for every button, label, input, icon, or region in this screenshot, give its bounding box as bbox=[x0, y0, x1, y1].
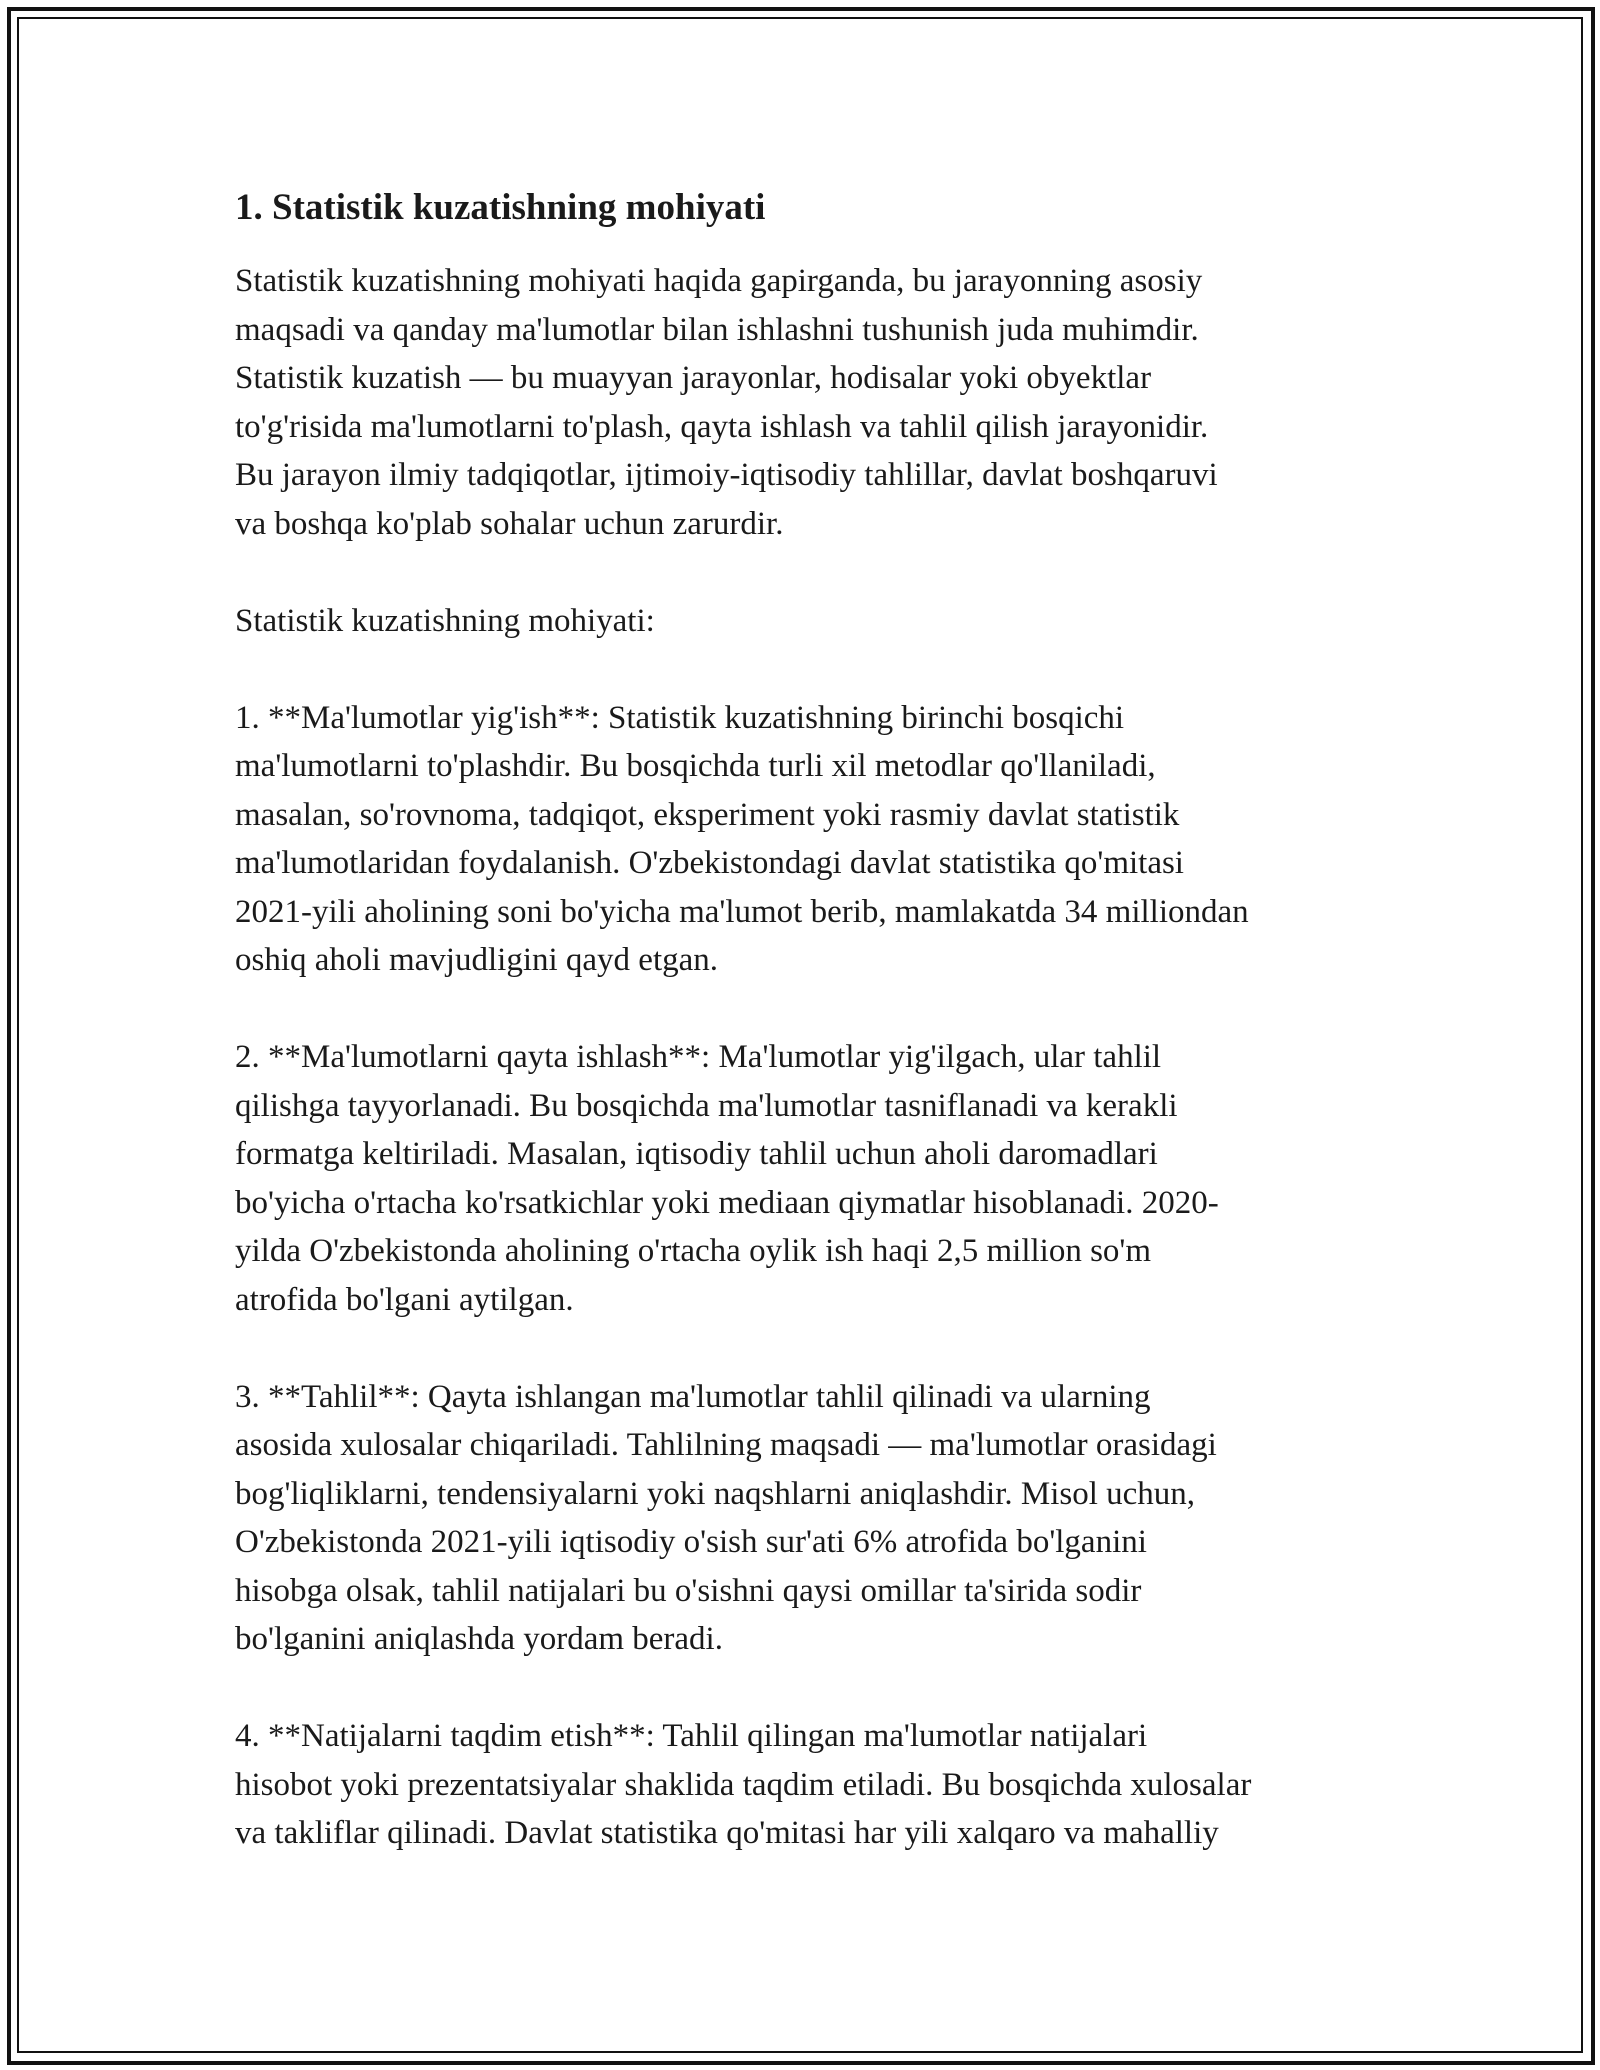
list-item-analysis: 3. **Tahlil**: Qayta ishlangan ma'lumotlar tahlil qilinadi va ularning asosida xulosalar chiqariladi. Tahlilning maqsadi — ma'lumotlar orasidagi bog'liqliklarni, tendensiyalarni yoki naqshlarni aniqlashdir. Misol uchun, O'zbekistonda 2021-yili iqtisodiy o'sish sur'ati 6% atrofida bo'lganini hisobga olsak, tahlil natijalari bu o'sishni qaysi omillar ta'sirida sodir bo'lganini aniqlashda yordam beradi. bbox=[235, 1378, 1217, 1657]
list-intro-paragraph: Statistik kuzatishning mohiyati: bbox=[235, 602, 655, 639]
list-item-data-collection: 1. **Ma'lumotlar yig'ish**: Statistik kuzatishning birinchi bosqichi ma'lumotlarni to'plashdir. Bu bosqichda turli xil metodlar qo'llaniladi, masalan, so'rovnoma, tadqiqot, eksperiment yoki rasmiy davlat statistik ma'lumotlaridan foydalanish. O'zbekistondagi davlat statistika qo'mitasi 2021-yili aholining soni bo'yicha ma'lumot berib, mamlakatda 34 milliondan oshiq aholi mavjudligini qayd etgan. bbox=[235, 699, 1249, 978]
list-item-data-processing: 2. **Ma'lumotlarni qayta ishlash**: Ma'lumotlar yig'ilgach, ular tahlil qilishga tayyorlanadi. Bu bosqichda ma'lumotlar tasniflanadi va kerakli formatga keltiriladi. Masalan, iqtisodiy tahlil uchun aholi daromadlari bo'yicha o'rtacha ko'rsatkichlar yoki mediaan qiymatlar hisoblanadi. 2020- yilda O'zbekistonda aholining o'rtacha oylik ish haqi 2,5 million so'm atrofida bo'lgani aytilgan. bbox=[235, 1039, 1219, 1318]
section-heading: 1. Statistik kuzatishning mohiyati bbox=[235, 187, 766, 228]
list-item-presentation: 4. **Natijalarni taqdim etish**: Tahlil qilingan ma'lumotlar natijalari hisobot yoki prezentatsiyalar shaklida taqdim etiladi. Bu bosqichda xulosalar va takliflar qilinadi. Davlat statistika qo'mitasi har yili xalqaro va mahalliy bbox=[235, 1718, 1252, 1851]
intro-paragraph: Statistik kuzatishning mohiyati haqida gapirganda, bu jarayonning asosiy maqsadi va qanday ma'lumotlar bilan ishlashni tushunish juda muhimdir. Statistik kuzatish — bu muayyan jarayonlar, hodisalar yoki obyektlar to'g'risida ma'lumotlarni to'plash, qayta ishlash va tahlil qilish jarayonidir. Bu jarayon ilmiy tadqiqotlar, ijtimoiy-iqtisodiy tahlillar, davlat boshqaruvi va boshqa ko'plab sohalar uchun zarurdir. bbox=[235, 263, 1218, 542]
document-body bbox=[235, 184, 1385, 1858]
